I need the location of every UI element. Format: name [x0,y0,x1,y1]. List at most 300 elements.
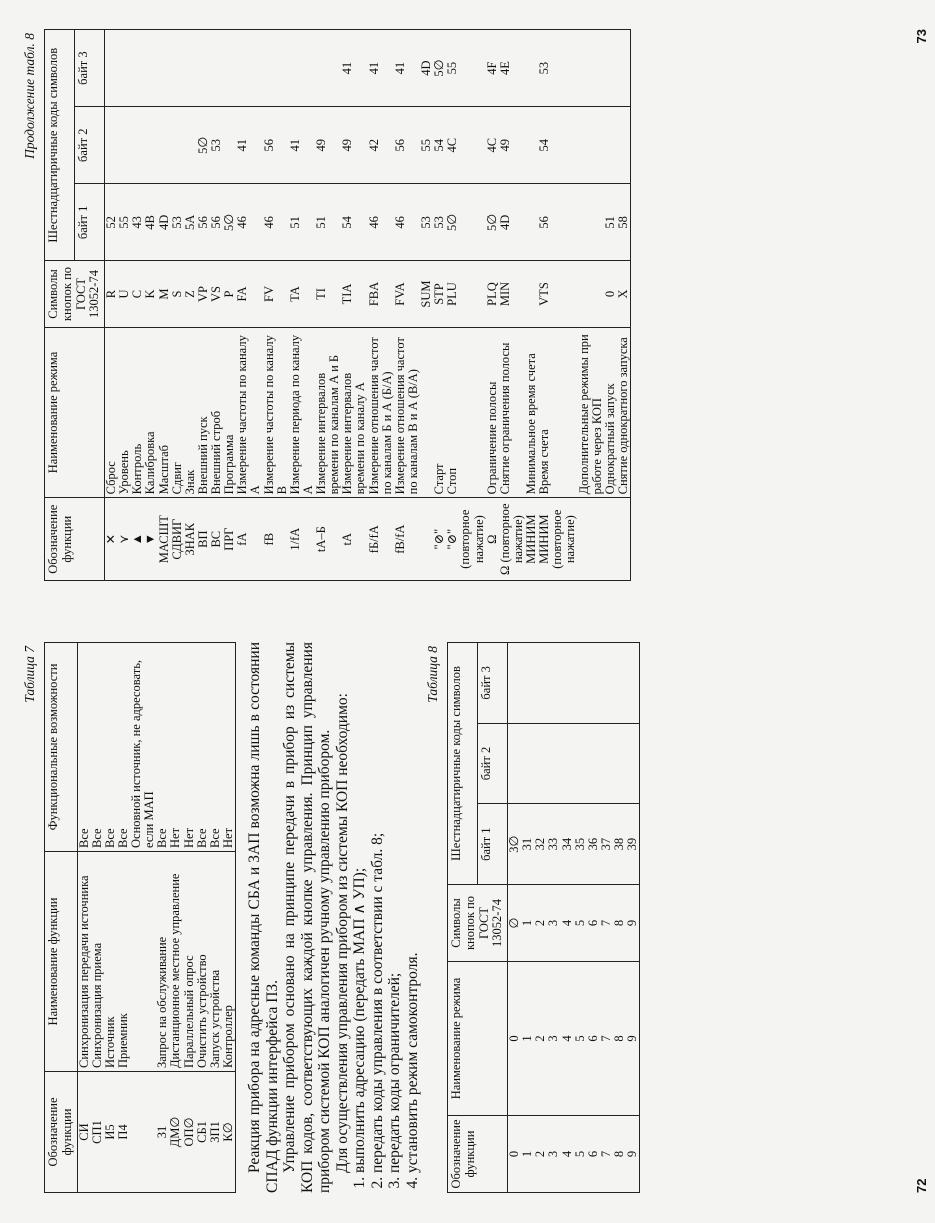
function-code: К∅ [222,1072,236,1193]
function-capability: Все [209,643,222,852]
button-symbol: FV [263,261,289,327]
function-name: Синхронизация приема [91,852,104,1072]
function-name: Очистить устройство [196,852,209,1072]
button-symbol: 9 [626,885,640,962]
button-symbol: PLQ [486,261,499,327]
byte3-code [315,30,341,107]
mode-name: 4 [561,962,574,1116]
step-item: 4. установить режим самоконтроля. [404,642,422,1173]
mode-name: Однократный запуск [604,327,617,498]
button-symbol: R [105,261,119,327]
t8c-header-func: Обозначение функции [45,498,105,581]
button-symbol: VS [210,261,223,327]
table-row [158,30,171,581]
byte3-code [236,30,262,107]
button-symbol: M [158,261,171,327]
byte2-code [534,723,547,804]
page-73 [0,0,935,611]
table-row [499,30,525,581]
byte1-code: 58 [617,184,631,261]
button-symbol: K [144,261,157,327]
byte1-code [578,184,604,261]
mode-name: 7 [600,962,613,1116]
table-row [600,643,613,1193]
button-symbol: P [223,261,236,327]
button-symbol: FBA [368,261,394,327]
function-name: Контроллер [222,852,236,1072]
button-symbol: 5 [574,885,587,962]
byte3-code: 5∅ [433,30,446,107]
mode-name: Внешний пуск [197,327,210,498]
function-code: ▲ [131,498,144,581]
function-code: 1 [521,1116,534,1193]
byte2-code [561,723,574,804]
button-symbol: TA [289,261,315,327]
byte1-code: 56 [197,184,210,261]
byte3-code: 53 [538,30,577,107]
table-row [130,643,156,1193]
byte1-code: 4B [144,184,157,261]
byte2-code: 5∅ [197,107,210,184]
byte3-code [547,643,560,724]
button-symbol: 1 [521,885,534,962]
byte2-code: 49 [341,107,367,184]
byte2-code [118,107,131,184]
function-code: З1 [156,1072,169,1193]
byte1-code: 53 [420,184,433,261]
byte3-code [210,30,223,107]
mode-name: Дополнительные режимы при работе через КОП [578,327,604,498]
function-code: ЗНАК [184,498,197,581]
mode-name: Масштаб [158,327,171,498]
table-row [169,643,182,1193]
button-symbol: X [617,261,631,327]
function-code: МАСШТ [158,498,171,581]
byte3-code [197,30,210,107]
byte2-code [144,107,157,184]
byte1-code: 37 [600,804,613,885]
byte1-code: 56 [538,184,577,261]
function-code: Ω [486,498,499,581]
paragraph-1: Реакция прибора на адресные команды СБА и ЗАП возможна лишь в состоянии СПАД функции интерфейса ПЗ. [246,642,281,1193]
byte1-code: 51 [289,184,315,261]
byte3-code [626,643,640,724]
table-row [223,30,236,581]
button-symbol: STP [433,261,446,327]
button-symbol: SUM [420,261,433,327]
byte1-code: 5∅ [486,184,499,261]
button-symbol: VTS [538,261,577,327]
byte3-code [105,30,119,107]
button-symbol: PLU [446,261,485,327]
byte3-code [613,643,626,724]
table-row [587,643,600,1193]
table-row [486,30,499,581]
table-row [183,643,196,1193]
function-name: Источник [104,852,117,1072]
function-capability: Все [77,643,91,852]
byte1-code: 32 [534,804,547,885]
byte1-code: 39 [626,804,640,885]
byte1-code: 31 [521,804,534,885]
table-row [538,30,577,581]
page-number: 72 [914,1178,929,1193]
byte2-code: 42 [368,107,394,184]
function-code: СИ [77,1072,91,1193]
byte3-code [617,30,631,107]
byte1-code: 56 [210,184,223,261]
byte2-code: 49 [315,107,341,184]
function-code: ✕ [105,498,119,581]
byte2-code [105,107,119,184]
table-row [184,30,197,581]
function-capability: Нет [169,643,182,852]
paragraph-3: Для осуществления управления прибором из системы КОП необходимо: [333,693,351,1173]
function-code: ВС [210,498,223,581]
mode-name: Стоп [446,327,485,498]
table-row [508,643,522,1193]
mode-name: 5 [574,962,587,1116]
function-code: fA [236,498,262,581]
mode-name: Калибровка [144,327,157,498]
table-row [521,643,534,1193]
mode-name: Старт [433,327,446,498]
function-code: fБ/fA [368,498,394,581]
byte3-code [184,30,197,107]
table-row [91,643,104,1193]
button-symbol: Z [184,261,197,327]
button-symbol: MIN [499,261,525,327]
function-name: Синхронизация передачи источника [77,852,91,1072]
button-symbol: TI [315,261,341,327]
button-symbol: FA [236,261,262,327]
function-code: 1/fA [289,498,315,581]
table7 [44,642,236,1193]
function-code: П4 [117,1072,130,1193]
byte1-code: 55 [118,184,131,261]
mode-name: Сдвиг [171,327,184,498]
byte2-code [613,723,626,804]
function-code: 8 [613,1116,626,1193]
mode-name: Измерение интервалов времени по каналам А и Б [315,327,341,498]
table-row [561,643,574,1193]
function-code: ПРГ [223,498,236,581]
button-symbol: C [131,261,144,327]
byte1-code: 46 [368,184,394,261]
byte2-code: 4C [446,107,485,184]
table-row [420,30,433,581]
byte1-code: 51 [604,184,617,261]
function-capability: Все [196,643,209,852]
byte1-code: 3∅ [508,804,522,885]
page-72-region [0,612,935,1223]
step-item: 3. передать коды ограничителей; [386,642,404,1173]
function-code: ДМ∅ [169,1072,182,1193]
table8-part2 [44,29,631,581]
mode-name: Измерение частоты по каналу В [263,327,289,498]
byte2-code: 41 [236,107,262,184]
function-name: Параллельный опрос [183,852,196,1072]
byte3-code [561,643,574,724]
table-row [547,643,560,1193]
button-symbol: TIA [341,261,367,327]
t8c-header-b2: байт 2 [75,107,105,184]
table-row [104,643,117,1193]
table-row [574,643,587,1193]
byte1-code: 38 [613,804,626,885]
mode-name: Программа [223,327,236,498]
function-capability: Нет [222,643,236,852]
table-row [196,643,209,1193]
button-symbol: 0 [604,261,617,327]
byte3-code [223,30,236,107]
function-code [617,498,631,581]
mode-name: Минимальное время счета [525,327,538,498]
mode-name: 6 [587,962,600,1116]
t8-header-func: Обозначение функции [448,1116,508,1193]
function-name [130,852,156,1072]
table-row [263,30,289,581]
byte3-code: 41 [341,30,367,107]
mode-name: Сброс [105,327,119,498]
byte2-code: 55 [420,107,433,184]
table-row [315,30,341,581]
function-code: ВП [197,498,210,581]
mode-name: Знак [184,327,197,498]
byte1-code: 51 [315,184,341,261]
table-row [534,643,547,1193]
byte2-code: 54 [538,107,577,184]
table-row [617,30,631,581]
byte3-code [508,643,522,724]
table-row [144,30,157,581]
byte1-code: 5A [184,184,197,261]
button-symbol: 7 [600,885,613,962]
byte2-code: 4C [486,107,499,184]
byte2-code [600,723,613,804]
t8c-header-sym: Символы кнопок по ГОСТ 13052-74 [45,261,105,327]
step-item: 2. передать коды управления в соответствии с табл. 8; [369,642,387,1173]
table-row [236,30,262,581]
function-code: СДВИГ [171,498,184,581]
function-code: fB/fA [394,498,420,581]
table-row [171,30,184,581]
table8-part1 [447,642,640,1193]
byte1-code: 43 [131,184,144,261]
byte3-code: 4D [420,30,433,107]
table-row [222,643,236,1193]
table-row [77,643,91,1193]
t8-header-b1: байт 1 [478,804,508,885]
mode-name: Контроль [131,327,144,498]
mode-name: Уровень [118,327,131,498]
function-code: "⊘" [433,498,446,581]
function-code: 2 [534,1116,547,1193]
t8-header-b2: байт 2 [478,723,508,804]
byte2-code: 41 [289,107,315,184]
byte2-code [158,107,171,184]
function-code [604,498,617,581]
function-code: 5 [574,1116,587,1193]
mode-name: Снятие ограничения полосы [499,327,525,498]
byte1-code: 54 [341,184,367,261]
table8-caption: Таблица 8 [425,646,440,703]
byte3-code [574,643,587,724]
page-72 [0,612,935,1223]
byte2-code [617,107,631,184]
button-symbol: ∅ [508,885,522,962]
mode-name: 8 [613,962,626,1116]
table-row [394,30,420,581]
byte2-code [574,723,587,804]
button-symbol: 4 [561,885,574,962]
byte3-code: 4F [486,30,499,107]
button-symbol: FVA [394,261,420,327]
mode-name: Измерение отношения частот по каналам Б и А (Б/А) [368,327,394,498]
byte1-code: 5∅ [223,184,236,261]
button-symbol: S [171,261,184,327]
byte3-code [578,30,604,107]
function-code: tA [341,498,367,581]
function-code: ОП∅ [183,1072,196,1193]
table-row [613,643,626,1193]
byte3-code [118,30,131,107]
mode-name: Измерение интервалов времени по каналу А [341,327,367,498]
function-code: МИНИМ [525,498,538,581]
byte2-code: 49 [499,107,525,184]
byte1-code: 52 [105,184,119,261]
byte3-code [263,30,289,107]
t8-header-hex: Шестнадцатиричные коды символов [448,643,478,885]
table-row [118,30,131,581]
byte1-code: 53 [171,184,184,261]
button-symbol: VP [197,261,210,327]
function-code: fB [263,498,289,581]
function-code [130,1072,156,1193]
byte3-code: 41 [368,30,394,107]
byte2-code [508,723,522,804]
byte2-code [587,723,600,804]
button-symbol: 2 [534,885,547,962]
function-name: Запрос на обслуживание [156,852,169,1072]
mode-name: 9 [626,962,640,1116]
function-code: СП1 [91,1072,104,1193]
function-code: 7 [600,1116,613,1193]
mode-name: Ограничение полосы [486,327,499,498]
table-row [105,30,119,581]
table-row [341,30,367,581]
table8-body [508,643,640,1193]
function-code: tA–Б [315,498,341,581]
mode-name: Измерение периода по каналу А [289,327,315,498]
function-code: "⊘" (повторное нажатие) [446,498,485,581]
byte2-code: 56 [394,107,420,184]
byte1-code: 4D [499,184,525,261]
function-code: ⋎ [118,498,131,581]
function-code [578,498,604,581]
button-symbol: U [118,261,131,327]
table-row [446,30,485,581]
function-code: ЗП1 [209,1072,222,1193]
t8-header-b3: байт 3 [478,643,508,724]
button-symbol: 8 [613,885,626,962]
byte1-code: 34 [561,804,574,885]
table7-body [77,643,236,1193]
byte2-code [604,107,617,184]
byte1-code: 46 [394,184,420,261]
byte3-code [534,643,547,724]
function-code: Ω (повторное нажатие) [499,498,525,581]
button-symbol [578,261,604,327]
byte2-code [171,107,184,184]
byte3-code [131,30,144,107]
mode-name: Время счета [538,327,577,498]
function-name: Дистанционное местное управление [169,852,182,1072]
mode-name: 2 [534,962,547,1116]
function-capability: Все [104,643,117,852]
byte1-code: 46 [236,184,262,261]
t8c-header-b1: байт 1 [75,184,105,261]
function-capability: Все [156,643,169,852]
button-symbol: 3 [547,885,560,962]
byte3-code [289,30,315,107]
byte2-code: 56 [263,107,289,184]
table-row [604,30,617,581]
byte1-code: 5∅ [446,184,485,261]
table-row [210,30,223,581]
t8-header-sym: Символы кнопок по ГОСТ 13052-74 [448,885,508,962]
table-row [209,643,222,1193]
byte3-code: 55 [446,30,485,107]
function-code: 3 [547,1116,560,1193]
function-capability: Все [117,643,130,852]
byte3-code [604,30,617,107]
table-row [626,643,640,1193]
byte2-code [131,107,144,184]
byte3-code: 41 [394,30,420,107]
table7-header-name: Наименование функции [45,852,78,1072]
byte2-code [626,723,640,804]
function-capability: Все [91,643,104,852]
function-name: Приемник [117,852,130,1072]
byte3-code [600,643,613,724]
byte3-code [144,30,157,107]
byte3-code [171,30,184,107]
byte1-code: 33 [547,804,560,885]
byte1-code: 36 [587,804,600,885]
byte3-code: 4E [499,30,525,107]
t8c-header-mode: Наименование режима [45,327,105,498]
function-code: 9 [626,1116,640,1193]
byte1-code: 46 [263,184,289,261]
byte2-code: 53 [210,107,223,184]
mode-name: 1 [521,962,534,1116]
byte1-code: 4D [158,184,171,261]
byte3-code [158,30,171,107]
function-code: 0 [508,1116,522,1193]
function-code: ▼ [144,498,157,581]
function-code: 6 [587,1116,600,1193]
mode-name: 0 [508,962,522,1116]
t8c-header-hex: Шестнадцатиричные коды символов [45,30,75,261]
table-row [578,30,604,581]
function-capability: Нет [183,643,196,852]
byte2-code [521,723,534,804]
body-text [246,642,421,1193]
table7-caption: Таблица 7 [22,646,37,703]
table-row [368,30,394,581]
mode-name: Внешний строб [210,327,223,498]
